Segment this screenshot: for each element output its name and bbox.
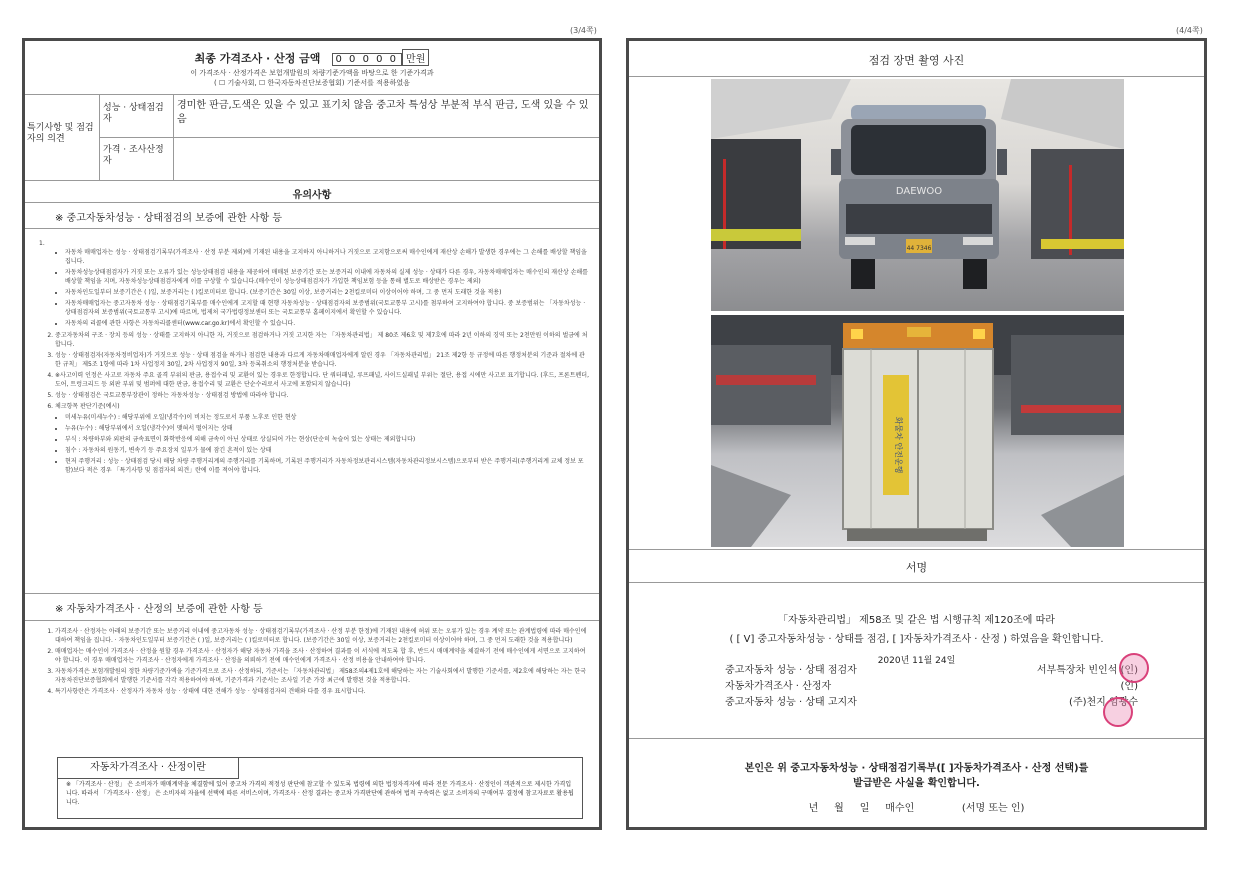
notice-title-row: [25, 181, 599, 203]
check-criteria: • 미세누유(미세누수) : 해당부위에 오일(냉각수)이 비치는 정도로서 부품 노후로 인한 현상: [65, 413, 589, 422]
photo-title: 점검 장면 촬영 사진: [868, 54, 965, 67]
signature-section: [629, 583, 1204, 739]
sec1-bullet: • 자동차매매업자는 중고자동차 성능 · 상태점검기록부를 매수인에게 고지할 때 현행 자동차성능 · 상태점검자의 보증범위(국토교통부 고시)를 첨부하여 고지하여야 합니다. 중 보증범위는 「자동차성능 · 상태점검자의 보증범위(국토교통부 고시)에 따르며, 법제처 국가법령정보센터 또는 국토교통부 홈페이지에서 확인할 수 있습니다.: [65, 299, 589, 317]
sec1-body: [39, 239, 589, 589]
buyer-line-1: 본인은 위 중고자동차성능 · 상태점검기록부([ ]자동차가격조사 · 산정 선택)를: [744, 763, 1089, 774]
confirm-line: ( [ V] 중고자동차성능 · 상태를 점검, [ ]자동차가격조사 · 산정 ) 하였음을 확인합니다.: [729, 634, 1104, 645]
sec2-item: 3. 자동차가격은 보험개발원의 정한 차량기준가액을 기준가격으로 조사 · 산정하되, 기준서는 「자동차관리법」 제58조의4제1호에 해당하는 자는 기술사회에서 발행한 기준서를, 제2호에 해당하는 자는 한국자동차진단보증협회에서 발행한 기준서를 각각 적용하여야 하며, 기준가격과 기준서는 조사일 기준 가장 최근에 발행된 것을 적용합니다.: [55, 667, 589, 685]
buyer-line-2: 발급받은 사실을 확인합니다.: [853, 778, 980, 789]
inspector-role: 중고자동차 성능 · 상태 점검자: [725, 665, 857, 676]
signer-roles: [725, 663, 857, 711]
buyer-signature-line: 년 월 일 매수인 (서명 또는 인): [808, 803, 1025, 814]
sec2-body: [39, 627, 589, 757]
law-line: 「자동차관리법」 제58조 및 같은 법 시행규칙 제120조에 따라: [778, 615, 1055, 626]
page-number-left: (3/4쪽): [570, 26, 597, 35]
inspector-name: 서부특장차 빈인석 (인): [1036, 665, 1138, 676]
opinion-section: [25, 95, 599, 181]
sec1-item: 4. ※사고이력 인정은 사고로 자동차 주요 골격 부위의 판금, 용접수리 및 교환이 있는 경우로 한정합니다. 단 쿼터패널, 루프패널, 사이드실패널 부위는 절단, 용접 시에만 사고로 표기합니다. (후드, 프론트펜더, 도어, 트렁크리드 등 외판 부위 및 범퍼에 대한 판금, 용접수리 및 교환은 단순수리로서 사고에 포함되지 않습니다): [55, 371, 589, 389]
inspection-photo-rear: [711, 315, 1124, 547]
sign-date: 2020년 11월 24일: [877, 656, 956, 666]
sec1-bullet: • 자동차의 리콜에 관한 사항은 자동차리콜센터(www.car.go.kr)에서 확인할 수 있습니다.: [65, 319, 589, 328]
final-price-title: 최종 가격조사 · 산정 금액: [194, 52, 321, 65]
sec1-bullet: • 자동차인도일부터 보증기간은 ( )일, 보증거리는 ( )킬로미터로 합니다. (보증기간은 30일 이상, 보증거리는 2천킬로미터 이상이어야 하며, 그 중 먼저 도래한 것을 적용): [65, 288, 589, 297]
sec2-item: 1. 가격조사 · 산정자는 아래의 보증기간 또는 보증거리 이내에 중고자동차 성능 · 상태점검기록부(가격조사 · 산정 부분 한정)에 기재된 내용에 허위 또는 오류가 있는 경우 계약 또는 관계법령에 따라 매수인에 대하여 책임을 집니다. · 자동차인도일부터 보증기간은 ( )일, 보증거리는 ( )킬로미터로 합니다. (보증기간은 30일 이상, 보증거리는 2천킬로미터 이상이어야 하며, 그 중 먼저 도래한 것을 적용합니다): [55, 627, 589, 645]
appraiser-name: (인): [1120, 681, 1138, 692]
notifier-role: 중고자동차 성능 · 상태 고지자: [725, 697, 857, 708]
final-amount-unit: 만원: [402, 49, 429, 66]
left-page: [22, 38, 602, 830]
opinion-label: 특기사항 및 점검자의 의견: [27, 123, 94, 144]
definition-text: ※ 「가격조사 · 산정」 은 소비자가 매매계약을 체결함에 있어 중고차 가격의 적정성 판단에 참고할 수 있도록 법령에 의한 법정자격자에 따라 전문 가격조사 · 산정인이 객관적으로 제시한 가격입니다. 따라서 「가격조사 · 산정」 은 소비자의 자율에 선택에 따른 서비스이며, 가격조사 · 산정 결과는 중고차 가격판단에 관하여 법적 구속력은 없고 소비자의 구매여부 결정에 참고자료로 활용됩니다.: [66, 781, 574, 806]
definition-title: 자동차가격조사 · 산정이란: [58, 758, 239, 779]
sec1-item: 6. 체크항목 판단기준(예시): [55, 402, 589, 411]
inspector-opinion-label: 성능 · 상태점검자: [103, 103, 164, 124]
definition-box: [57, 757, 583, 819]
truck-front-photo: [711, 79, 1124, 311]
check-criteria: • 현저 주행거리 : 성능 · 상태점검 당시 해당 차량 주행거리계의 주행거리를 기록하며, 기록된 주행거리가 자동차정보관리시스템(자동차관리정보시스템)으로부터 받은 주행거리(주행거리계 교체 정보 포함)보다 적은 경우 「특기사항 및 점검자의 의견」란에 이를 적어야 합니다.: [65, 457, 589, 475]
sec1-item: 5. 성능 · 상태점검은 국토교통부장관이 정하는 자동차성능 · 상태점검 방법에 따라야 합니다.: [55, 391, 589, 400]
truck-brand-text: DAEWOO: [895, 186, 943, 197]
sec2-item: 4. 특기사항란은 가격조사 · 산정자가 자동차 성능 · 상태에 대한 견해가 성능 · 상태점검자의 견해와 다를 경우 표시합니다.: [55, 687, 589, 696]
notifier-stamp: [1103, 697, 1133, 727]
sec1-item: 2. 중고자동차의 구조 · 장치 등의 성능 · 상태를 고지하지 아니한 자, 거짓으로 점검하거나 거짓 고지한 자는 「자동차관리법」 제 80조 제6호 및 제7호에 따라 2년 이하의 징역 또는 2천만원 이하의 벌금에 처합니다.: [55, 331, 589, 349]
sec1-bullet: • 자동차성능상태점검자가 거짓 또는 오류가 있는 성능상태점검 내용을 제공하여 매매된 보증기간 또는 보증거리 이내에 자동차의 실제 성능 · 상태가 다른 경우, 자동차매매업자는 매수인의 재산상 손해를 배상할 책임을 지며, 자동차성능상태점검자에게 이를 구상할 수 있습니다.(매수인이 성능상태점검자가 가입한 책임보험 등을 통해 별도로 배상받은 경우는 제외): [65, 268, 589, 286]
notifier-name: (주)천지 임광수: [1069, 697, 1138, 708]
plate-text: 44 7346: [906, 245, 932, 252]
signature-title-row: [629, 549, 1204, 583]
sec2-item: 2. 매매업자는 매수인이 가격조사 · 산정을 원할 경우 가격조사 · 산정자가 해당 자동차 가격을 조사 · 산정하여 결과를 이 서식에 적도록 합 후, 반드시 매매계약을 체결하기 전에 매수인에게 서면으로 고지하여야 합니다. 이 경우 매매업자는 가격조사 · 산정자에게 가격조사 · 산정을 의뢰하기 전에 매수인에게 가격조사 · 산정 비용을 안내하여야 합니다.: [55, 647, 589, 665]
inspection-photo-front: [711, 79, 1124, 311]
sec1-item-1-number: 1.: [39, 240, 45, 247]
sec2-title: ※ 자동차가격조사 · 산정의 보증에 관한 사항 등: [55, 604, 263, 615]
check-criteria: • 부식 : 차량하부와 외판의 금속표면이 화학반응에 의해 금속이 아닌 상태로 상실되어 가는 현상(단순히 녹슬어 있는 상태는 제외합니다): [65, 435, 589, 444]
buyer-section: [629, 739, 1204, 827]
photo-title-row: [629, 41, 1204, 77]
basis-line: 이 가격조사 · 산정가격은 보험개발원의 차량기준가액을 바탕으로 한 기준가격과: [190, 69, 434, 77]
inspector-opinion-text: 경미한 판금,도색은 있을 수 있고 표기치 않음 중고차 특성상 부분적 부식 판금, 도색 있을 수 있음: [177, 100, 589, 125]
signature-title: 서명: [905, 561, 928, 574]
check-criteria: • 침수 : 자동차의 원동기, 변속기 등 주요장치 일부가 물에 잠긴 흔적이 있는 상태: [65, 446, 589, 455]
notice-title: 유의사항: [292, 190, 332, 201]
right-page: [626, 38, 1207, 830]
sec1-item: 3. 성능 · 상태점검자(자동차정비업자)가 거짓으로 성능 · 상태 점검을 하거나 점검한 내용과 다르게 자동차매매업자에게 알린 경우 「자동차관리법」 21조 제2항 등 규정에 따른 행정처분의 기준과 절차에 관한 규칙」 제5조 1항에 따라 1차 사업정지 30일, 2차 사업정지 90일, 3차 등록취소의 행정처분을 받습니다.: [55, 351, 589, 369]
sec2-title-row: [25, 593, 599, 621]
final-price-section: [25, 41, 599, 95]
standard-line: ( ☐ 기술사회, ☐ 한국자동차진단보증협회) 기준서를 적용하였음: [214, 79, 410, 87]
inspector-stamp: [1119, 653, 1149, 683]
sec1-title-row: [25, 203, 599, 229]
rear-sticker-text: 화물차 안전운행: [894, 416, 903, 474]
truck-rear-photo: [711, 315, 1124, 547]
page-number-right: (4/4쪽): [1176, 26, 1203, 35]
final-amount-box: 0 0 0 0 0: [332, 53, 403, 66]
sec1-bullet: • 자동차 매매업자는 성능 · 상태점검기록부(가격조사 · 산정 부분 제외)에 기재된 내용을 고지하지 아니하거나 거짓으로 고지함으로써 매수인에게 재산상 손해가 발생한 경우에는 그 손해를 배상할 책임을 집니다.: [65, 248, 589, 266]
check-criteria: • 누유(누수) : 해당부위에서 오일(냉각수)이 맺혀서 떨어지는 상태: [65, 424, 589, 433]
sec1-title: ※ 중고자동차성능 · 상태점검의 보증에 관한 사항 등: [55, 213, 283, 224]
appraiser-opinion-label: 가격 · 조사산정자: [103, 145, 164, 166]
appraiser-role: 자동차가격조사 · 산정자: [725, 681, 832, 692]
